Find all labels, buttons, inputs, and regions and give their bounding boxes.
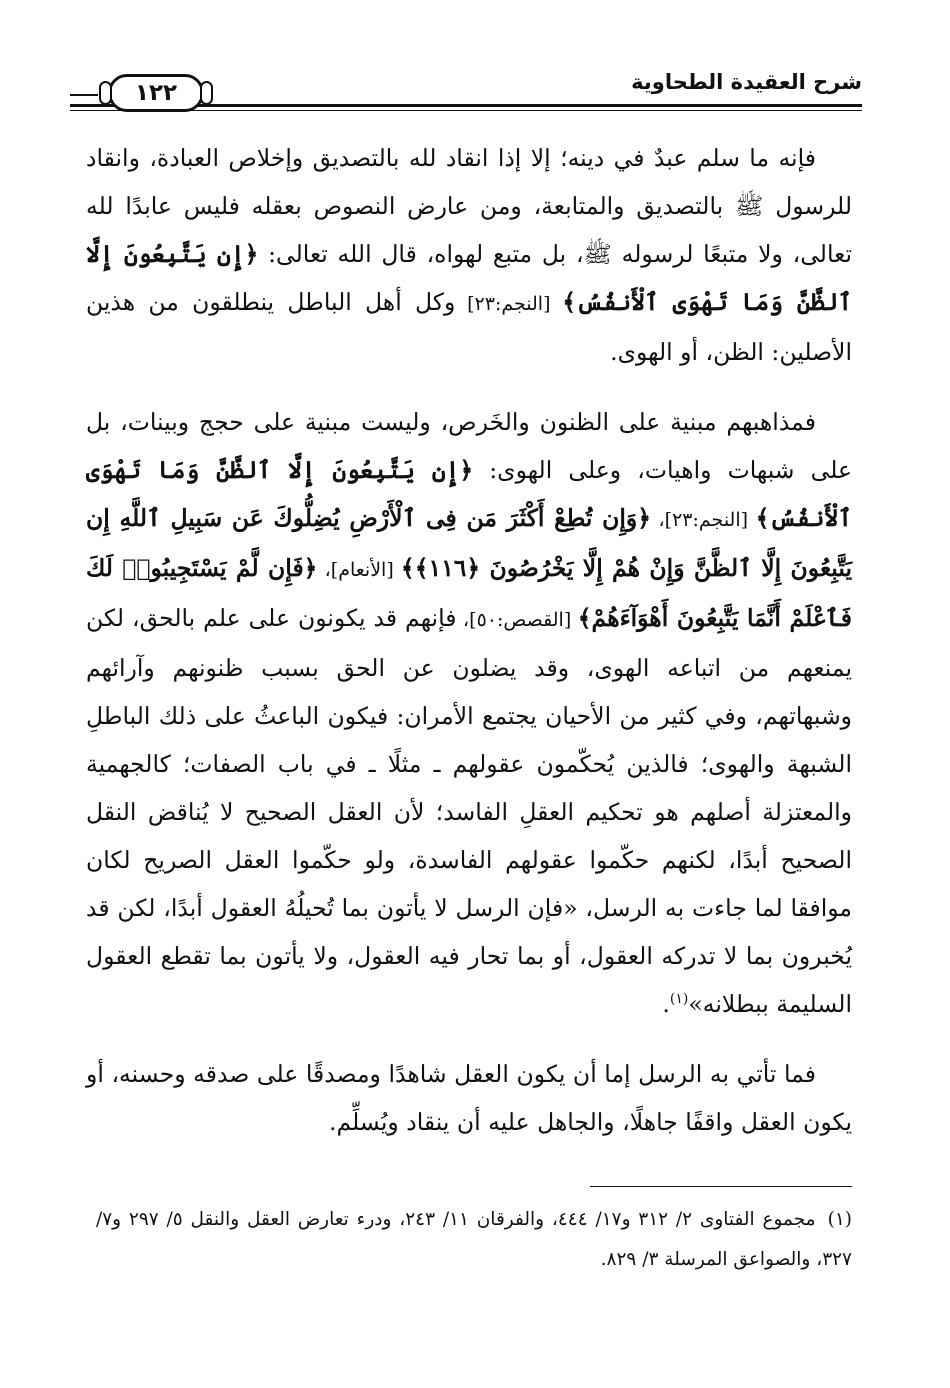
- paragraph-text: فإنه ما سلم عبدٌ في دينه؛ إلا إذا انقاد لله بالتصديق وإخلاص العبادة، وانقاد للرسول ﷺ بالتصديق والمتابعة، ومن عارض النصوص بعقله فليس عابدًا لله تعالى، ولا متبعًا لرسوله ﷺ، بل متبع لهواه، قال الله تعالى:: [86, 144, 852, 268]
- footnote-separator: [590, 1186, 852, 1187]
- quran-verse: ﴿إِن يَتَّبِعُونَ إِلَّا ٱلظَّنَّ وَمَا تَهْوَى ٱلْأَنفُسُ﴾: [86, 456, 852, 532]
- paragraph-1: [86, 134, 852, 376]
- header-rule-left-mark: [70, 94, 98, 96]
- paragraph-text: فما تأتي به الرسل إما أن يكون العقل شاهدًا ومصدقًا على صدقه وحسنه، أو يكون العقل واقفًا جاهلًا، والجاهل عليه أن ينقاد ويُسلِّم.: [86, 1060, 852, 1136]
- paragraph-text: .: [662, 990, 670, 1018]
- paragraph-text: وكل أهل الباطل ينطلقون من هذين الأصلين: الظن، أو الهوى.: [86, 288, 852, 366]
- paragraph-2: [86, 398, 852, 1028]
- footnote-number: (١): [827, 1209, 852, 1230]
- verse-reference: [النجم:٢٣]: [455, 293, 563, 315]
- book-title: شرح العقيدة الطحاوية: [631, 70, 862, 94]
- paragraph-text: فإنهم قد يكونون على علم بالحق، لكن يمنعهم من اتباعه الهوى، وقد يضلون عن الحق بسبب ظنونهم وآرائهم وشبهاتهم، وفي كثير من الأحيان يجتمع الأمران: فيكون الباعثُ على ذلك الباطلِ الشبهة والهوى؛ فالذين يُحكّمون عقولهم ـ مثلًا ـ في باب الصفات؛ كالجهمية والمعتزلة أصلهم هو تحكيم العقلِ الفاسد؛ لأن العقل الصحيح لا يُناقض النقل الصحيح أبدًا، لكنهم حكّموا عقولهم الفاسدة، ولو حكّموا العقل الصريح لكان موافقا لما جاءت به الرسل، «فإن الرسل لا يأتون بما تُحيلُهُ العقول أبدًا، لكن قد يُخبرون بما لا تدركه العقول، أو بما تحار فيه العقول، ولا يأتون بما تقطع العقول السليمة ببطلانه»: [86, 604, 852, 1018]
- page-number-frame: [108, 74, 204, 112]
- main-text: [86, 134, 852, 1146]
- verse-reference: [النجم:٢٣]،: [651, 509, 756, 531]
- quran-verse: ﴿إِن يَتَّبِعُونَ إِلَّا ٱلظَّنَّ وَمَا تَهْوَى ٱلْأَنفُسُ﴾: [86, 240, 852, 316]
- paragraph-text: فمذاهبهم مبنية على الظنون والخَرص، وليست مبنية على حجج وبينات، بل على شبهات واهيات، وعلى الهوى:: [86, 408, 853, 484]
- quran-verse: ﴿فَإِن لَّمْ يَسْتَجِيبُوا۟ لَكَ فَٱعْلَمْ أَنَّمَا يَتَّبِعُونَ أَهْوَآءَهُمْ﴾: [86, 554, 852, 632]
- footnote-text: مجموع الفتاوى ٢/ ٣١٢ و١٧/ ٤٤٤، والفرقان ١١/ ٢٤٣، ودرء تعارض العقل والنقل ٥/ ٢٩٧ و٧/ ٣٢٧، والصواعق المرسلة ٣/ ٨٢٩.: [96, 1209, 852, 1270]
- verse-reference: [القصص:٥٠]،: [456, 609, 578, 631]
- quran-verse: ﴿وَإِن تُطِعْ أَكْثَرَ مَن فِى ٱلْأَرْضِ يُضِلُّوكَ عَن سَبِيلِ ٱللَّهِ إِن يَتَّبِعُونَ إِلَّا ٱلظَّنَّ وَإِنْ هُمْ إِلَّا يَخْرُصُونَ ﴿١١٦﴾﴾: [86, 504, 852, 582]
- verse-reference: [الأنعام]،: [317, 559, 401, 581]
- page-header: [70, 62, 862, 122]
- paragraph-3: [86, 1050, 852, 1146]
- footnote: [96, 1200, 852, 1280]
- footnote-marker[interactable]: (١): [669, 991, 689, 1008]
- page-number: ١٢٢: [134, 80, 178, 106]
